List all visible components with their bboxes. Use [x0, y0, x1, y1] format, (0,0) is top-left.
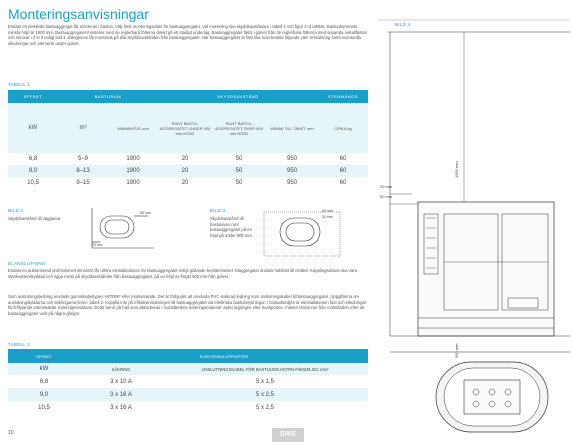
bild4-dim-height: 1900 mm [454, 161, 459, 178]
page-title: Monteringsanvisningar [8, 6, 149, 22]
table-row [8, 388, 368, 401]
cell: 3 x 16 A [80, 388, 162, 401]
bild2-drawing [88, 206, 158, 252]
cell: 60 [318, 165, 368, 177]
cell: 50 [212, 153, 266, 165]
bild2-dim-top: 50 mm [140, 211, 151, 215]
cell: 8–13 [58, 165, 108, 177]
table-row [8, 153, 368, 165]
table1 [8, 90, 368, 189]
t1-sub-kg: CIRKA kg [318, 103, 368, 153]
bild4-dim-950: 950 mm [454, 343, 459, 358]
intro-paragraph: Endast ett elektriskt bastuaggregat får monteras i bastun. Välj först monteringsplats för bastuaggregatet. Vid montering ska skyddsavstånden i tabell 1 och figur 2–3 iakttas. Bastuutrymmets minsta höjd är 1900 mm. Bastuaggregatet monteras med de reglerbara fötterna direkt på ett stadigt underlag. Bastuaggregatet fästs i golvet från de reglerbara fötterna med separata metallfästen och skruvar i 2 st 3 enligt bild 4. Dängesom får monteras på alla skyddsavstånden från bastuaggregatet. När bastuaggregatet är fäst ska man beakta följande värt- tessolering samt eventuella elledningar och värmerör under golvet. [8, 24, 368, 46]
cell: 9–15 [58, 177, 108, 189]
cell: 20 [158, 165, 212, 177]
bild4-drawing [378, 18, 570, 442]
t1-sub-under900: RUNT BASTU-AGGREGATET UNDER 900 mm HÖJD [158, 103, 212, 153]
cell: 6,8 [8, 153, 58, 165]
t1-sub-tak: MINIMI TILL TAKET mm [266, 103, 318, 153]
table2 [8, 349, 368, 414]
t1-header-basturum: BASTURUM [58, 90, 158, 103]
t2-header-elektriska: ELEKTRISKA UPPGIFTER [80, 349, 368, 363]
bild4-dim-50: 50 mm [380, 194, 393, 199]
bild3-label: BILD 3 [210, 208, 226, 213]
cell: 9,0 [8, 165, 58, 177]
table-row [8, 401, 368, 414]
t1-header-stenmangd: STENMÄNGD [318, 90, 368, 103]
cell: 3 x 16 A [110, 404, 132, 411]
cell: 20 [158, 153, 212, 165]
cell: 3 x 10 A [110, 378, 132, 385]
cell: 5 x 1,5 [255, 378, 274, 385]
cell: 60 [318, 177, 368, 189]
cell: 5 x 2,5 [162, 388, 368, 401]
elanslutning-heading: ELANSLUTNING [8, 261, 46, 266]
bild4-dim-20: 20 mm [380, 184, 393, 189]
cell: 5 x 2,5 [255, 404, 274, 411]
t1-sub-over900: RUNT BASTU-AGGREGATET ÖVER 900 mm HÖJD [212, 103, 266, 153]
bild4-label: BILD 4 [395, 22, 411, 27]
bild2-label: BILD 2 [8, 208, 24, 213]
language-badge: SWE [272, 428, 304, 442]
cell: 5–9 [58, 153, 108, 165]
t2-sub-kw: kW [8, 363, 80, 375]
cell: 50 [212, 177, 266, 189]
cell: 6,8 [39, 378, 49, 385]
cell: 1900 [108, 165, 158, 177]
t1-header-skyddsavstand: SKYDDSAVSTÅND [158, 90, 318, 103]
bild2-dim-side: 20 mm [92, 243, 103, 247]
cell: 60 [318, 153, 368, 165]
t1-sub-kw: kW [8, 103, 58, 153]
bild3-caption: Skyddsavstånd till bastulaven runt bastuaggregatet på en höjd på under 900 mm. [210, 216, 254, 238]
elanslutning-p2: Som anslutningsledning används gummikabeltypen H07RNF eller motsvarande. Det är förbjudet att använda PVC-isolerad ledning som anslutningskabel till bastuaggregatet. Uppgifterna om anslutningskablarna och säkringarna finns i tabell 2. Kopplla inte på effektivinmatningen till bastuaggregatet via elektriska bastubelysningar. I bostadsmiljön är elinstallationen fast och elledningar för friflytande värmekablar isoleringsresistans. Detta beror på fukt som absorberas i motståndens isoleringsmaterial under lagringen eller transporten. Fukten försvinner från motstånden efter att bastuaggregatet varit på några gånger. [8, 294, 367, 316]
bild3-dim-side: 20 mm [322, 215, 333, 219]
table2-label: TABELL 2 [8, 342, 31, 347]
t2-header-effekt: EFFEKT [8, 349, 80, 363]
t1-sub-m3: m³ [58, 103, 108, 153]
cell: 10,5 [8, 177, 58, 189]
t2-sub-kabel: ANSLUTNINGSKABEL FÖR BASTUUGN H07RN-F/60245 IEC mm² [162, 363, 368, 375]
page-number: 10 [8, 430, 14, 436]
cell: 950 [266, 177, 318, 189]
cell: 9,0 [8, 388, 80, 401]
cell: 20 [158, 177, 212, 189]
table1-label: TABELL 1 [8, 82, 31, 87]
cell: 1900 [108, 153, 158, 165]
cell: 1900 [108, 177, 158, 189]
t1-sub-minhojd: MINIMIHÖJD mm [108, 103, 158, 153]
table-row [8, 177, 368, 189]
t1-header-effekt: EFFEKT [8, 90, 58, 103]
cell: 950 [266, 165, 318, 177]
bild3-dim-top: 50 mm [322, 209, 333, 213]
cell: 50 [212, 165, 266, 177]
bild2-caption: Skyddsavstånd till väggarna [8, 216, 61, 221]
cell: 950 [266, 153, 318, 165]
elanslutning-p1: Endast en auktoriserad professionell elmontör får utföra elinstallationen för bastuaggregatet enligt gällande bestämmelser. Elaggregatet ansluts halvfast till elnätet. Kopplingsdosan ska vara stänkvattenskyddad och ligga minst på skyddsavståndet från bastuaggregatet, på en höjd av högst 500 mm från golvet. [8, 268, 357, 279]
t2-sub-sakring: SÄKRING [80, 363, 162, 375]
bild3-drawing [262, 204, 342, 260]
cell: 10,5 [38, 404, 50, 411]
table-row [8, 375, 368, 388]
table-row [8, 165, 368, 177]
